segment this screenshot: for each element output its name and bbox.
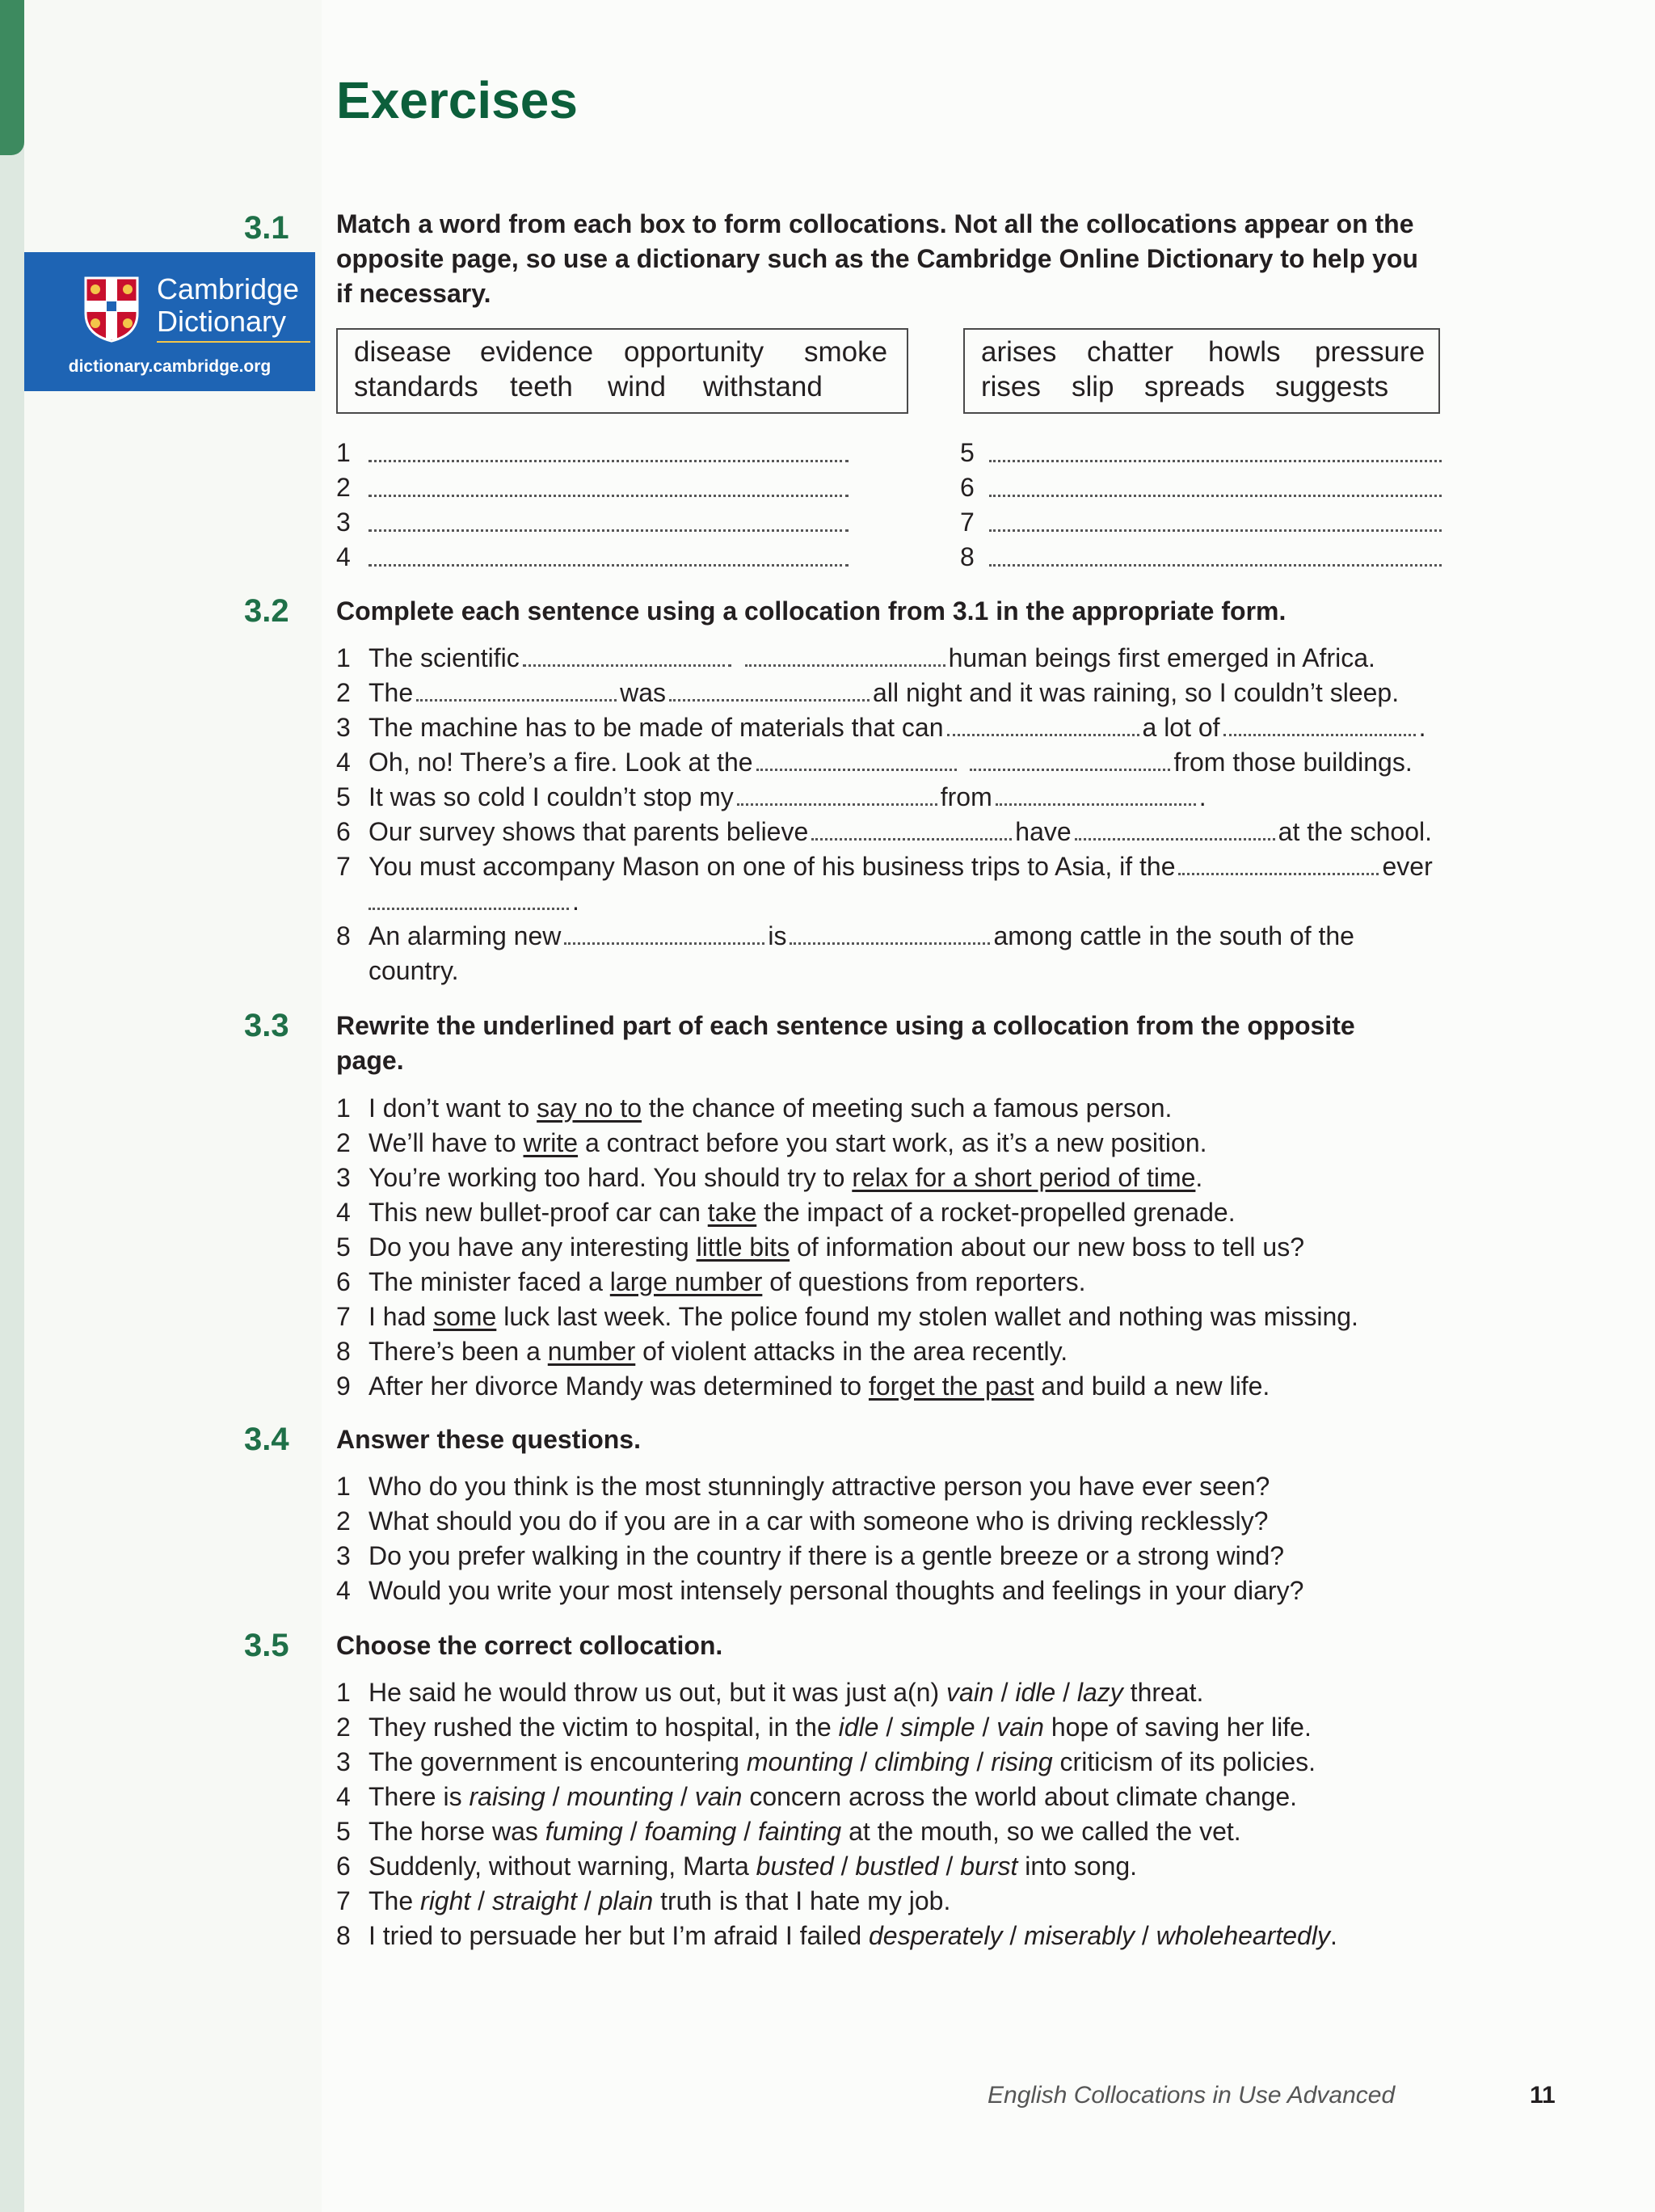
option-choice[interactable]: wholeheartedly bbox=[1156, 1921, 1330, 1950]
answer-blank[interactable] bbox=[989, 460, 1442, 462]
item-number: 4 bbox=[336, 748, 351, 777]
item-text: It was so cold I couldn’t stop my bbox=[368, 782, 734, 811]
item-number: 8 bbox=[336, 1921, 351, 1950]
cambridge-wordmark bbox=[157, 273, 299, 338]
section-number-3-3: 3.3 bbox=[244, 1008, 289, 1043]
item-number: 1 bbox=[336, 1093, 351, 1123]
answer-line[interactable] bbox=[336, 505, 918, 540]
list-item bbox=[336, 1469, 1508, 1504]
list-item bbox=[336, 1369, 1508, 1404]
item-text: was bbox=[620, 678, 667, 707]
word-chip: wind bbox=[608, 371, 666, 402]
item-text: . bbox=[1195, 1163, 1203, 1192]
item-text: among cattle in the south of the bbox=[993, 921, 1354, 950]
item-text: I had bbox=[368, 1302, 434, 1331]
item-text: We’ll have to bbox=[368, 1128, 524, 1157]
instruction-3-1: Match a word from each box to form collocations. Not all the collocations appear on the opposite page, so use a dictionary such as the Cambridge Online Dictionary to help you if necessary. bbox=[336, 209, 1418, 308]
answer-blank[interactable] bbox=[368, 460, 849, 462]
list-item bbox=[336, 919, 1508, 988]
exercise-3-5-list bbox=[336, 1675, 1508, 1953]
option-choice[interactable]: busted bbox=[756, 1852, 834, 1881]
option-choice[interactable]: desperately bbox=[869, 1921, 1003, 1950]
answer-blank[interactable] bbox=[564, 923, 764, 945]
logo-rule bbox=[157, 341, 310, 343]
list-item bbox=[336, 641, 1508, 676]
item-text: concern across the world about climate change. bbox=[742, 1782, 1298, 1811]
exercise-3-3-list bbox=[336, 1091, 1508, 1404]
line-number: 6 bbox=[960, 473, 975, 502]
answer-blank[interactable] bbox=[745, 645, 945, 667]
item-text: threat. bbox=[1122, 1678, 1204, 1707]
item-text: The bbox=[368, 1886, 421, 1915]
item-text: Who do you think is the most stunningly attractive person you have ever seen? bbox=[368, 1472, 1270, 1501]
item-text: criticism of its policies. bbox=[1052, 1747, 1316, 1776]
underlined-phrase: little bits bbox=[696, 1232, 790, 1262]
item-text: luck last week. The police found my stolen wallet and nothing was missing. bbox=[496, 1302, 1358, 1331]
word-chip: withstand bbox=[703, 371, 823, 402]
item-text: . bbox=[1418, 713, 1426, 742]
word-chip: spreads bbox=[1144, 371, 1245, 402]
cambridge-crest-icon bbox=[84, 276, 139, 343]
word-chip: teeth bbox=[510, 371, 573, 402]
answer-blank[interactable] bbox=[989, 529, 1442, 532]
page-title: Exercises bbox=[336, 71, 578, 129]
word-chip: opportunity bbox=[624, 336, 764, 368]
item-number: 2 bbox=[336, 1713, 351, 1742]
instruction-3-3: Rewrite the underlined part of each sentence using a collocation from the opposite page. bbox=[336, 1011, 1355, 1075]
list-item: 1 He said he would throw us out, but it was just a(n) vain / idle / lazy threat. bbox=[336, 1675, 1508, 1710]
word-chip: rises bbox=[981, 371, 1041, 402]
item-text: The government is encountering bbox=[368, 1747, 747, 1776]
item-number: 1 bbox=[336, 643, 351, 672]
item-text: Suddenly, without warning, Marta bbox=[368, 1852, 756, 1881]
list-item bbox=[336, 1091, 1508, 1126]
list-item: 2 They rushed the victim to hospital, in the idle / simple / vain hope of saving her life. bbox=[336, 1710, 1508, 1745]
word-chip: smoke bbox=[804, 336, 888, 368]
list-item bbox=[336, 780, 1508, 815]
word-chip: chatter bbox=[1087, 336, 1173, 368]
option-choice[interactable]: mounting bbox=[566, 1782, 674, 1811]
instruction-3-4: Answer these questions. bbox=[336, 1425, 641, 1454]
line-number: 4 bbox=[336, 542, 351, 571]
exercise-3-2-list bbox=[336, 641, 1508, 988]
item-text: of violent attacks in the area recently. bbox=[635, 1337, 1068, 1366]
word-chip: suggests bbox=[1275, 371, 1389, 402]
item-number: 5 bbox=[336, 1817, 351, 1846]
word-chip: disease bbox=[354, 336, 452, 368]
word-box-1 bbox=[336, 328, 908, 414]
line-number: 3 bbox=[336, 508, 351, 537]
answer-blank[interactable] bbox=[970, 749, 1170, 771]
item-text: The horse was bbox=[368, 1817, 545, 1846]
answer-line[interactable] bbox=[960, 436, 1445, 470]
option-choice[interactable]: simple bbox=[900, 1713, 975, 1742]
line-number: 1 bbox=[336, 438, 351, 467]
item-text: You must accompany Mason on one of his business trips to Asia, if the bbox=[368, 852, 1176, 881]
line-number: 2 bbox=[336, 473, 351, 502]
option-choice[interactable]: raising bbox=[469, 1782, 545, 1811]
underlined-phrase: large number bbox=[609, 1267, 763, 1296]
option-choice[interactable]: vain bbox=[946, 1678, 994, 1707]
item-text: all night and it was raining, so I couldn’t sleep. bbox=[873, 678, 1400, 707]
cambridge-url: dictionary.cambridge.org bbox=[68, 357, 272, 376]
list-item: 3 The government is encountering mounting / climbing / rising criticism of its policies. bbox=[336, 1745, 1508, 1780]
answer-blank[interactable] bbox=[811, 819, 1012, 841]
item-text: ever bbox=[1382, 852, 1433, 881]
item-text: . bbox=[572, 887, 579, 916]
item-text: at the mouth, so we called the vet. bbox=[841, 1817, 1241, 1846]
word-chip: evidence bbox=[480, 336, 594, 368]
item-text: from those buildings. bbox=[1173, 748, 1413, 777]
item-text: He said he would throw us out, but it was just a(n) bbox=[368, 1678, 947, 1707]
item-number: 7 bbox=[336, 1886, 351, 1915]
list-item: 6 Suddenly, without warning, Marta busted / bustled / burst into song. bbox=[336, 1849, 1508, 1884]
word-box-1-row-2 bbox=[354, 369, 823, 404]
option-choice[interactable]: foaming bbox=[644, 1817, 737, 1846]
line-number: 8 bbox=[960, 542, 975, 571]
option-choice[interactable]: idle bbox=[1015, 1678, 1056, 1707]
item-text: What should you do if you are in a car with someone who is driving recklessly? bbox=[368, 1506, 1269, 1536]
answer-blank[interactable] bbox=[669, 680, 870, 702]
item-number: 3 bbox=[336, 1541, 351, 1570]
list-item bbox=[336, 1334, 1508, 1369]
item-number: 5 bbox=[336, 782, 351, 811]
instruction-3-5: Choose the correct collocation. bbox=[336, 1631, 723, 1660]
item-number: 4 bbox=[336, 1198, 351, 1227]
option-choice[interactable]: vain bbox=[996, 1713, 1044, 1742]
cambridge-name-line1: Cambridge bbox=[157, 272, 300, 305]
answer-blank[interactable] bbox=[947, 714, 1139, 736]
item-text: The machine has to be made of materials that can bbox=[368, 713, 944, 742]
word-chip: slip bbox=[1072, 371, 1114, 402]
item-text: You’re working too hard. You should try to bbox=[368, 1163, 853, 1192]
underlined-phrase: write bbox=[523, 1128, 579, 1157]
item-text: truth is that I hate my job. bbox=[653, 1886, 951, 1915]
word-chip: arises bbox=[981, 336, 1057, 368]
answer-blank[interactable] bbox=[368, 888, 569, 910]
item-text: a contract before you start work, as it’s a new position. bbox=[578, 1128, 1207, 1157]
option-choice[interactable]: climbing bbox=[874, 1747, 970, 1776]
list-item bbox=[336, 1265, 1508, 1300]
answer-blank[interactable] bbox=[1178, 853, 1379, 875]
item-number: 1 bbox=[336, 1472, 351, 1501]
answer-line[interactable] bbox=[960, 505, 1445, 540]
item-number: 2 bbox=[336, 678, 351, 707]
option-choice[interactable]: right bbox=[420, 1886, 471, 1915]
item-text: the chance of meeting such a famous person. bbox=[641, 1093, 1173, 1123]
item-text: I tried to persuade her but I’m afraid I failed bbox=[368, 1921, 869, 1950]
list-item bbox=[336, 849, 1508, 919]
list-item: 8 I tried to persuade her but I’m afraid I failed desperately / miserably / wholeheartedly. bbox=[336, 1919, 1508, 1953]
item-text: Would you write your most intensely personal thoughts and feelings in your diary? bbox=[368, 1576, 1304, 1605]
item-number: 4 bbox=[336, 1782, 351, 1811]
list-item bbox=[336, 1504, 1508, 1539]
item-number: 7 bbox=[336, 852, 351, 881]
item-text: a lot of bbox=[1142, 713, 1220, 742]
item-text: have bbox=[1015, 817, 1072, 846]
item-number: 4 bbox=[336, 1576, 351, 1605]
answer-line[interactable] bbox=[960, 470, 1445, 505]
answer-line[interactable] bbox=[960, 540, 1445, 575]
answer-blank[interactable] bbox=[996, 784, 1196, 806]
item-text: The bbox=[368, 678, 414, 707]
item-text: at the school. bbox=[1278, 817, 1432, 846]
list-item bbox=[336, 745, 1508, 780]
answer-blank[interactable] bbox=[737, 784, 937, 806]
item-number: 2 bbox=[336, 1506, 351, 1536]
answer-blank[interactable] bbox=[368, 495, 849, 497]
item-text: country. bbox=[368, 956, 459, 985]
item-text: and build a new life. bbox=[1034, 1371, 1270, 1401]
underlined-phrase: take bbox=[707, 1198, 757, 1227]
answer-blank[interactable] bbox=[416, 680, 617, 702]
answer-blank[interactable] bbox=[368, 564, 849, 567]
list-item bbox=[336, 1300, 1508, 1334]
answer-blank[interactable] bbox=[989, 495, 1442, 497]
exercise-3-4-list bbox=[336, 1469, 1508, 1608]
book-title: English Collocations in Use Advanced bbox=[988, 2082, 1396, 2109]
page-number: 11 bbox=[1530, 2082, 1556, 2109]
list-item bbox=[336, 1574, 1508, 1608]
item-number: 6 bbox=[336, 817, 351, 846]
answer-blank[interactable] bbox=[989, 564, 1442, 567]
item-text: of questions from reporters. bbox=[762, 1267, 1086, 1296]
section-number-3-5: 3.5 bbox=[244, 1628, 289, 1663]
item-number: 6 bbox=[336, 1852, 351, 1881]
item-number: 8 bbox=[336, 1337, 351, 1366]
item-text: Do you have any interesting bbox=[368, 1232, 697, 1262]
list-item bbox=[336, 815, 1508, 849]
option-choice[interactable]: fuming bbox=[545, 1817, 623, 1846]
item-text: I don’t want to bbox=[368, 1093, 537, 1123]
option-choice[interactable]: burst bbox=[960, 1852, 1018, 1881]
page-edge-band bbox=[0, 0, 24, 2212]
list-item bbox=[336, 1195, 1508, 1230]
item-text: hope of saving her life. bbox=[1043, 1713, 1312, 1742]
item-text: This new bullet-proof car can bbox=[368, 1198, 708, 1227]
list-item bbox=[336, 710, 1508, 745]
item-text: Do you prefer walking in the country if there is a gentle breeze or a strong wind? bbox=[368, 1541, 1285, 1570]
underlined-phrase: forget the past bbox=[868, 1371, 1034, 1401]
word-box-1-row-1 bbox=[354, 335, 887, 369]
item-text: The scientific bbox=[368, 643, 520, 672]
word-chip: howls bbox=[1208, 336, 1281, 368]
underlined-phrase: say no to bbox=[537, 1093, 642, 1123]
item-number: 9 bbox=[336, 1371, 351, 1401]
item-number: 5 bbox=[336, 1232, 351, 1262]
answer-blank[interactable] bbox=[756, 749, 957, 771]
list-item bbox=[336, 1539, 1508, 1574]
list-item bbox=[336, 1230, 1508, 1265]
option-choice[interactable]: miserably bbox=[1024, 1921, 1135, 1950]
item-text: human beings first emerged in Africa. bbox=[948, 643, 1375, 672]
option-choice[interactable]: mounting bbox=[746, 1747, 853, 1776]
word-box-2 bbox=[963, 328, 1440, 414]
item-number: 6 bbox=[336, 1267, 351, 1296]
list-item bbox=[336, 1126, 1508, 1161]
item-text: of information about our new boss to tell us? bbox=[790, 1232, 1304, 1262]
word-chip: pressure bbox=[1315, 336, 1425, 368]
option-choice[interactable]: plain bbox=[598, 1886, 654, 1915]
list-item bbox=[336, 1161, 1508, 1195]
item-number: 1 bbox=[336, 1678, 351, 1707]
line-number: 5 bbox=[960, 438, 975, 467]
item-number: 3 bbox=[336, 1163, 351, 1192]
item-number: 8 bbox=[336, 921, 351, 950]
answer-line[interactable] bbox=[336, 436, 918, 470]
item-text: Oh, no! There’s a fire. Look at the bbox=[368, 748, 753, 777]
item-text: . bbox=[1329, 1921, 1337, 1950]
item-number: 2 bbox=[336, 1128, 351, 1157]
option-choice[interactable]: rising bbox=[991, 1747, 1053, 1776]
item-text: is bbox=[768, 921, 787, 950]
item-text: . bbox=[1198, 782, 1207, 811]
unit-tab bbox=[0, 0, 24, 155]
word-chip: standards bbox=[354, 371, 478, 402]
underlined-phrase: some bbox=[433, 1302, 497, 1331]
item-text: There is bbox=[368, 1782, 470, 1811]
list-item bbox=[336, 676, 1508, 710]
instruction-3-2: Complete each sentence using a collocation from 3.1 in the appropriate form. bbox=[336, 596, 1287, 626]
word-box-2-row-1 bbox=[981, 335, 1425, 369]
underlined-phrase: relax for a short period of time bbox=[852, 1163, 1196, 1192]
item-text: The minister faced a bbox=[368, 1267, 610, 1296]
answer-blank[interactable] bbox=[1223, 714, 1416, 736]
answer-blank[interactable] bbox=[1075, 819, 1275, 841]
underlined-phrase: number bbox=[547, 1337, 636, 1366]
answer-blank[interactable] bbox=[523, 645, 731, 667]
option-choice[interactable]: lazy bbox=[1076, 1678, 1123, 1707]
section-number-3-1: 3.1 bbox=[244, 210, 289, 246]
cambridge-dictionary-logo bbox=[24, 252, 315, 391]
list-item: 4 There is raising / mounting / vain concern across the world about climate change. bbox=[336, 1780, 1508, 1814]
section-number-3-2: 3.2 bbox=[244, 593, 289, 629]
section-number-3-4: 3.4 bbox=[244, 1422, 289, 1457]
list-item: 5 The horse was fuming / foaming / fainting at the mouth, so we called the vet. bbox=[336, 1814, 1508, 1849]
item-number: 3 bbox=[336, 713, 351, 742]
item-text: into song. bbox=[1017, 1852, 1138, 1881]
option-choice[interactable]: straight bbox=[491, 1886, 577, 1915]
answer-blank[interactable] bbox=[368, 529, 849, 532]
item-text: from bbox=[940, 782, 992, 811]
item-text: An alarming new bbox=[368, 921, 562, 950]
word-box-2-row-2 bbox=[981, 369, 1388, 404]
answer-line[interactable] bbox=[336, 540, 918, 575]
answer-line[interactable] bbox=[336, 470, 918, 505]
line-number: 7 bbox=[960, 508, 975, 537]
item-text: They rushed the victim to hospital, in the bbox=[368, 1713, 839, 1742]
item-text: Our survey shows that parents believe bbox=[368, 817, 809, 846]
item-number: 3 bbox=[336, 1747, 351, 1776]
option-choice[interactable]: fainting bbox=[758, 1817, 842, 1846]
option-choice[interactable]: idle bbox=[838, 1713, 879, 1742]
option-choice[interactable]: bustled bbox=[855, 1852, 939, 1881]
list-item: 7 The right / straight / plain truth is that I hate my job. bbox=[336, 1884, 1508, 1919]
item-text: There’s been a bbox=[368, 1337, 548, 1366]
item-number: 7 bbox=[336, 1302, 351, 1331]
item-text: the impact of a rocket-propelled grenade. bbox=[756, 1198, 1236, 1227]
option-choice[interactable]: vain bbox=[694, 1782, 743, 1811]
answer-blank[interactable] bbox=[790, 923, 990, 945]
cambridge-name-line2: Dictionary bbox=[157, 305, 287, 338]
item-text: After her divorce Mandy was determined to bbox=[368, 1371, 869, 1401]
